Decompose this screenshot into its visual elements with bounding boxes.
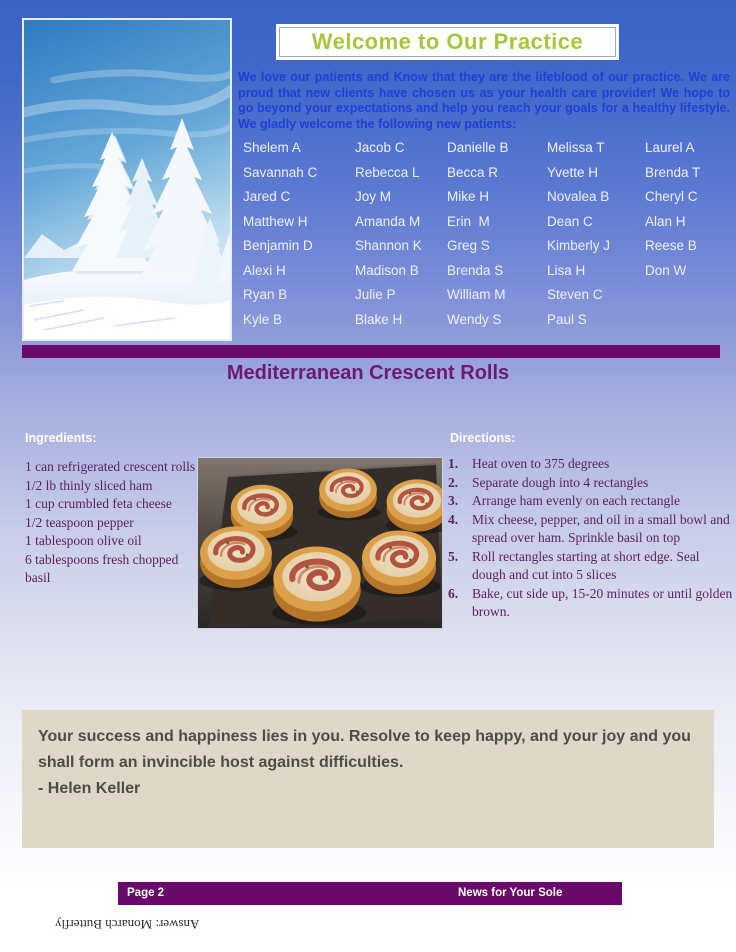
- direction-step-text: Arrange ham evenly on each rectangle: [472, 493, 681, 508]
- patient-name: Yvette H: [547, 164, 599, 180]
- direction-step-number: 1.: [448, 456, 459, 471]
- patient-name: Wendy S: [447, 311, 502, 327]
- patient-name: Amanda M: [355, 213, 421, 229]
- quote-attribution: - Helen Keller: [38, 780, 141, 797]
- patient-name-column: [355, 136, 447, 332]
- patient-name: Julie P: [355, 287, 396, 302]
- patient-name: Matthew H: [243, 213, 308, 229]
- patient-name: Erin M: [447, 213, 490, 229]
- patient-name: William M: [447, 287, 506, 302]
- recipe-title: Mediterranean Crescent Rolls: [226, 362, 510, 384]
- ingredients-label: Ingredients:: [25, 431, 97, 445]
- patient-name: Dean C: [547, 213, 593, 229]
- direction-step: [448, 492, 734, 511]
- patient-name: Rebecca L: [355, 164, 420, 180]
- ingredient-item: 1 cup crumbled feta cheese: [25, 496, 172, 511]
- patient-name: Melissa T: [547, 140, 605, 155]
- welcome-title: Welcome to Our Practice: [311, 29, 584, 54]
- patient-name: Danielle B: [447, 140, 509, 155]
- directions-list: [448, 455, 734, 622]
- patient-name: Paul S: [547, 311, 587, 327]
- quote-box: [22, 710, 714, 848]
- footer-bar: [118, 882, 622, 905]
- patient-name: Alexi H: [243, 262, 286, 278]
- direction-step-number: 3.: [448, 493, 459, 508]
- direction-step-text: Roll rectangles starting at short edge. Seal dough and cut into 5 slices: [472, 548, 700, 582]
- patient-name: Cheryl C: [645, 189, 698, 204]
- patient-name: Joy M: [355, 189, 392, 204]
- patient-name: Shelem A: [243, 140, 301, 155]
- ingredient-item: 1 tablespoon olive oil: [25, 533, 142, 548]
- patient-name: Brenda S: [447, 262, 504, 278]
- directions-label: Directions:: [450, 431, 516, 445]
- patient-name: Steven C: [547, 287, 603, 302]
- ingredient-item: 1 can refrigerated crescent rolls: [25, 459, 196, 474]
- patient-name: Laurel A: [645, 140, 695, 155]
- patient-name: Mike H: [447, 189, 490, 204]
- direction-step: [448, 548, 734, 585]
- direction-step-text: Heat oven to 375 degrees: [472, 456, 610, 471]
- patient-name-column: [645, 136, 731, 332]
- direction-step: [448, 585, 734, 622]
- direction-step: [448, 455, 734, 474]
- patient-name: Jacob C: [355, 140, 405, 155]
- patient-name: Benjamin D: [243, 238, 313, 253]
- patient-name: Kimberly J: [547, 238, 611, 253]
- patient-name: Blake H: [355, 311, 403, 327]
- patient-name-column: [447, 136, 547, 332]
- patient-name-column: [547, 136, 645, 332]
- direction-step-number: 2.: [448, 474, 459, 490]
- welcome-intro-paragraph: We love our patients and Know that they are the lifeblood of our practice. We are proud that new clients have chosen us as your health care provider! We hope to go beyond your expectations and help you reach your goals for a healthy lifestyle. We gladly welcome the following new patients:: [238, 70, 730, 131]
- direction-step-text: Separate dough into 4 rectangles: [472, 474, 649, 490]
- patient-name: Greg S: [447, 238, 490, 253]
- patient-name: Lisa H: [547, 262, 586, 278]
- new-patients-name-list: [243, 136, 731, 332]
- direction-step: [448, 511, 734, 548]
- direction-step-text: Bake, cut side up, 15-20 minutes or until golden brown.: [472, 585, 733, 619]
- quote-text: Your success and happiness lies in you. Resolve to keep happy, and your joy and you shall form an invincible host against difficulties.: [38, 728, 691, 771]
- patient-name: Madison B: [355, 262, 419, 278]
- direction-step-text: Mix cheese, pepper, and oil in a small bowl and spread over ham. Sprinkle basil on top: [472, 511, 730, 545]
- patient-name: Alan H: [645, 213, 686, 229]
- crescent-rolls-photo: [197, 457, 443, 629]
- section-divider-bar: [22, 345, 720, 358]
- direction-step-number: 5.: [448, 548, 459, 564]
- patient-name-column: [243, 136, 355, 332]
- ingredients-list: [25, 458, 197, 588]
- welcome-title-box: [279, 27, 616, 57]
- direction-step-number: 4.: [448, 511, 459, 527]
- patient-name: Becca R: [447, 164, 499, 180]
- direction-step: [448, 474, 734, 493]
- patient-name: Savannah C: [243, 164, 318, 180]
- puzzle-answer-upside-down: Answer: Monarch Butterfly: [55, 917, 200, 932]
- footer-page-number: Page 2: [127, 887, 165, 899]
- patient-name: Don W: [645, 262, 687, 278]
- ingredient-item: 1/2 teaspoon pepper: [25, 514, 134, 530]
- patient-name: Brenda T: [645, 164, 701, 180]
- patient-name: Shannon K: [355, 238, 422, 253]
- winter-trees-photo: [22, 18, 232, 341]
- ingredient-item: 1/2 lb thinly sliced ham: [25, 477, 153, 493]
- crescent-rolls-illustration: [198, 458, 442, 628]
- patient-name: Kyle B: [243, 311, 283, 327]
- patient-name: Reese B: [645, 238, 697, 253]
- direction-step-number: 6.: [448, 585, 459, 601]
- patient-name: Jared C: [243, 189, 291, 204]
- winter-trees-illustration: [24, 20, 230, 339]
- patient-name: Ryan B: [243, 287, 288, 302]
- ingredient-item: 6 tablespoons fresh chopped basil: [25, 551, 179, 585]
- patient-name: Novalea B: [547, 189, 610, 204]
- footer-newsletter-title: News for Your Sole: [458, 887, 563, 899]
